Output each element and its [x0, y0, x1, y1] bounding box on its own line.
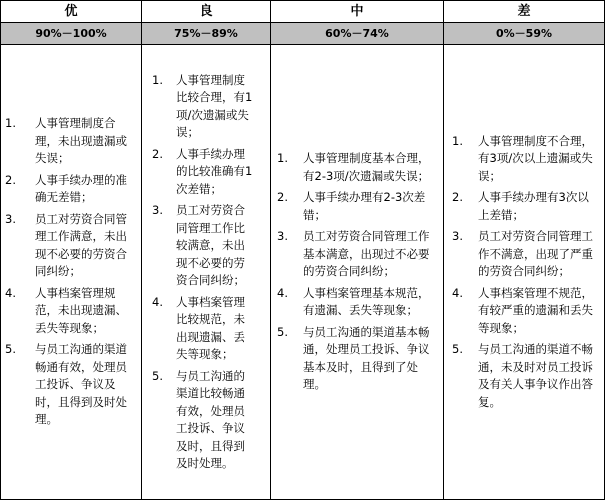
criteria-list [271, 150, 443, 394]
criteria-item [5, 211, 135, 281]
criteria-list [1, 115, 141, 429]
criteria-row [1, 45, 605, 500]
item-number: 5. [277, 324, 288, 339]
criteria-list [142, 72, 270, 473]
criteria-item [152, 202, 264, 290]
item-number: 3. [152, 203, 163, 217]
grade-cell-good: 良 [142, 1, 271, 23]
range-cell-fair: 60%－74% [271, 23, 444, 45]
item-number: 4. [452, 285, 463, 300]
grade-cell-excellent: 优 [1, 1, 142, 23]
item-number: 1. [5, 116, 16, 131]
item-text: 人事管理制度比较合理，有1项/次遗漏或失误； [176, 72, 253, 139]
item-number: 4. [277, 285, 288, 300]
criteria-item [452, 133, 598, 186]
item-text: 与员工沟通的渠道基本畅通，处理员工投诉、争议基本及时，且得到了处理。 [303, 324, 430, 392]
criteria-item [277, 324, 435, 394]
criteria-list [444, 133, 604, 412]
criteria-item [5, 341, 135, 429]
item-number: 2. [277, 190, 288, 205]
item-number: 2. [5, 172, 16, 187]
criteria-item [152, 146, 264, 199]
item-number: 3. [277, 229, 288, 244]
grade-cell-fair: 中 [271, 1, 444, 23]
item-number: 1. [277, 151, 288, 166]
item-number: 2. [452, 190, 463, 205]
item-text: 人事档案管理基本规范，有遗漏、丢失等现象； [303, 285, 430, 318]
range-cell-good: 75%－89% [142, 23, 271, 45]
item-number: 1. [152, 72, 163, 87]
item-text: 人事管理制度不合理，有3项/次以上遗漏或失误； [478, 133, 593, 183]
item-text: 人事管理制度基本合理，有2-3项/次遗漏或失误； [303, 151, 430, 183]
criteria-item [5, 285, 135, 338]
criteria-cell-good [142, 45, 271, 500]
item-number: 5. [452, 342, 463, 357]
criteria-item [452, 228, 598, 281]
item-number: 2. [152, 146, 163, 161]
grade-cell-poor: 差 [444, 1, 605, 23]
criteria-item [452, 341, 598, 411]
grade-header-row [1, 1, 605, 23]
item-text: 人事管理制度合理，未出现遗漏或失误； [35, 116, 127, 166]
item-number: 1. [452, 133, 463, 148]
item-text: 与员工沟通的渠道比较畅通有效，处理员工投诉、争议及时，且得到及时处理。 [176, 368, 245, 470]
item-text: 员工对劳资合同管理工作比较满意，未出现不必要的劳资合同纠纷； [176, 203, 245, 287]
item-text: 人事档案管理不规范，有较严重的遗漏和丢失等现象； [478, 285, 593, 335]
item-number: 3. [5, 211, 16, 226]
criteria-cell-fair [271, 45, 444, 500]
item-text: 人事档案管理比较规范，未出现遗漏、丢失等现象； [176, 294, 245, 361]
range-cell-excellent: 90%－100% [1, 23, 142, 45]
item-number: 3. [452, 229, 463, 244]
item-text: 人事手续办理的比较准确有1次差错； [176, 146, 253, 196]
item-text: 人事手续办理有2-3次差错； [303, 190, 426, 222]
criteria-cell-excellent [1, 45, 142, 500]
criteria-item [277, 150, 435, 185]
criteria-item [277, 228, 435, 281]
item-number: 5. [152, 368, 163, 383]
item-text: 人事档案管理规范，未出现遗漏、丢失等现象； [35, 285, 127, 335]
criteria-item [152, 368, 264, 473]
criteria-item [277, 285, 435, 320]
item-text: 员工对劳资合同管理工作满意，未出现不必要的劳资合同纠纷； [35, 211, 127, 279]
criteria-item [5, 115, 135, 168]
item-text: 人事手续办理的准确无差错； [35, 172, 127, 205]
criteria-cell-poor [444, 45, 605, 500]
item-text: 员工对劳资合同管理工作基本满意，出现过不必要的劳资合同纠纷； [303, 229, 430, 279]
criteria-item [452, 189, 598, 224]
item-text: 与员工沟通的渠道畅通有效，处理员工投诉、争议及时，且得到及时处理。 [35, 342, 127, 427]
criteria-item [452, 285, 598, 338]
item-number: 4. [5, 285, 16, 300]
criteria-item [152, 72, 264, 142]
range-cell-poor: 0%－59% [444, 23, 605, 45]
criteria-item [277, 189, 435, 224]
criteria-item [152, 294, 264, 364]
score-range-row [1, 23, 605, 45]
item-number: 5. [5, 342, 16, 357]
item-text: 员工对劳资合同管理工作不满意，出现了严重的劳资合同纠纷； [478, 229, 593, 279]
item-text: 与员工沟通的渠道不畅通，未及时对员工投诉及有关人事争议作出答复。 [478, 342, 593, 409]
criteria-item [5, 172, 135, 207]
item-number: 4. [152, 294, 163, 309]
item-text: 人事手续办理有3次以上差错； [478, 190, 589, 222]
